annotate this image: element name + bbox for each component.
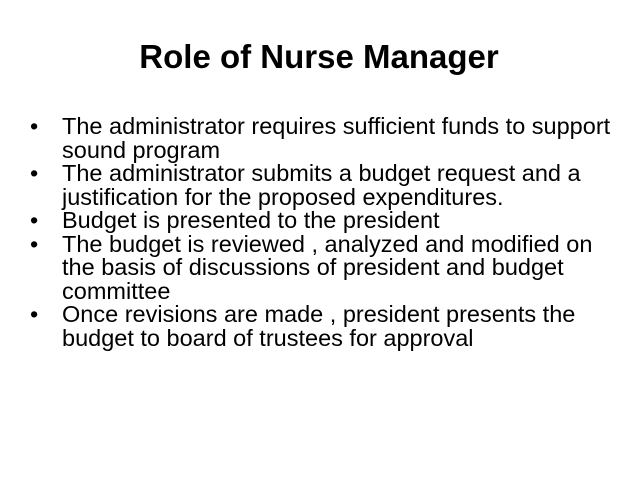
- bullet-item: [30, 162, 620, 209]
- bullet-text: The administrator submits a budget request and a justification for the proposed expenditures.: [62, 160, 581, 210]
- bullet-dot-icon: •: [30, 113, 39, 139]
- bullet-item: [30, 209, 620, 233]
- bullet-text: The budget is reviewed , analyzed and modified on the basis of discussions of president and budget committee: [62, 230, 593, 304]
- bullet-text: The administrator requires sufficient funds to support sound program: [62, 113, 611, 163]
- bullet-list: [30, 115, 620, 350]
- bullet-text: Once revisions are made , president presents the budget to board of trustees for approval: [62, 301, 576, 351]
- bullet-item: [30, 303, 620, 350]
- slide-title: Role of Nurse Manager: [139, 38, 499, 75]
- bullet-dot-icon: •: [30, 160, 39, 186]
- bullet-dot-icon: •: [30, 301, 39, 327]
- bullet-text: Budget is presented to the president: [62, 207, 440, 233]
- bullet-item: [30, 115, 620, 162]
- bullet-dot-icon: •: [30, 207, 39, 233]
- bullet-dot-icon: •: [30, 230, 39, 257]
- bullet-item: [30, 230, 620, 304]
